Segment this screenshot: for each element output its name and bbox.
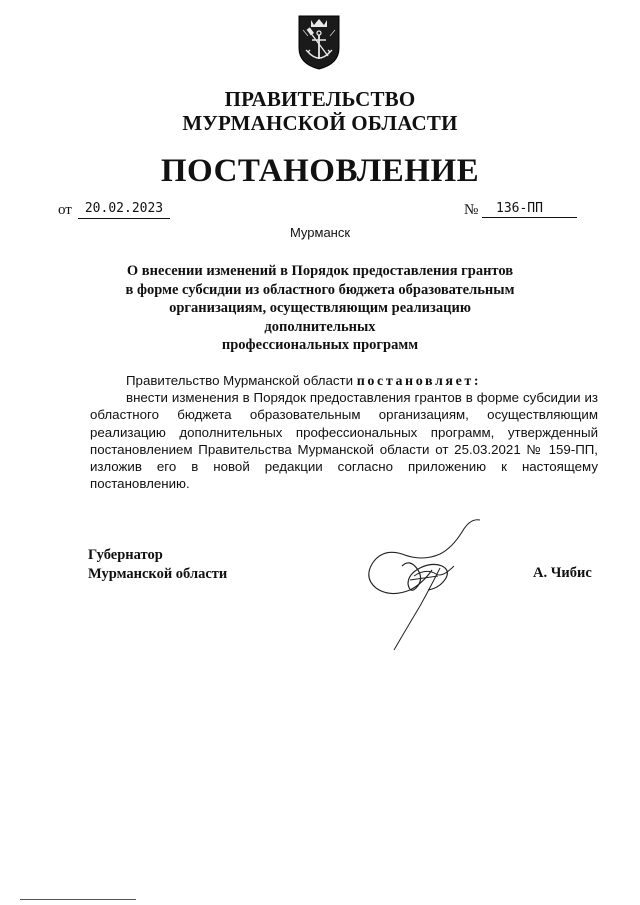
footer-divider (20, 899, 136, 900)
city: Мурманск (289, 225, 351, 240)
signer-title (88, 546, 227, 584)
subject-line: профессиональных программ (221, 337, 419, 353)
government-title-line2: МУРМАНСКОЙ ОБЛАСТИ (182, 111, 458, 135)
resolution-paragraph: внести изменения в Порядок предоставления грантов в форме субсидии из областного бюджета образовательным организациям, осуществляющим реализацию дополнительных профессиональных программ, утвержденный постановлением Правительства Мурманской области от 25.03.2021 № 159-ПП, изложив его в новой редакции согласно приложению к настоящему постановлению. (90, 390, 598, 492)
intro-text: Правительство Мурманской области (126, 373, 357, 388)
signer-title-line1: Губернатор (88, 547, 163, 563)
signer-name: А. Чибис (533, 565, 592, 581)
murmansk-coat-of-arms-icon (297, 14, 341, 70)
date-label: от (58, 202, 72, 218)
handwritten-signature (362, 518, 492, 653)
subject-line: в форме субсидии из областного бюджета образовательным (125, 281, 515, 298)
signer-title-line2: Мурманской области (88, 566, 228, 582)
date-value: 20.02.2023 (78, 200, 170, 219)
resolution-intro (126, 372, 481, 390)
document-subject (120, 262, 520, 355)
subject-line: организациям, осуществляющим реализацию дополнительных (169, 300, 471, 335)
subject-line: О внесении изменений в Порядок предоставления грантов (126, 263, 514, 279)
number-label: № (464, 202, 479, 218)
government-title-line1: ПРАВИТЕЛЬСТВО (224, 87, 416, 111)
document-type: ПОСТАНОВЛЕНИЕ (160, 153, 480, 189)
document-number: 136-ПП (482, 200, 577, 218)
resolves-word: постановляет: (356, 374, 482, 389)
